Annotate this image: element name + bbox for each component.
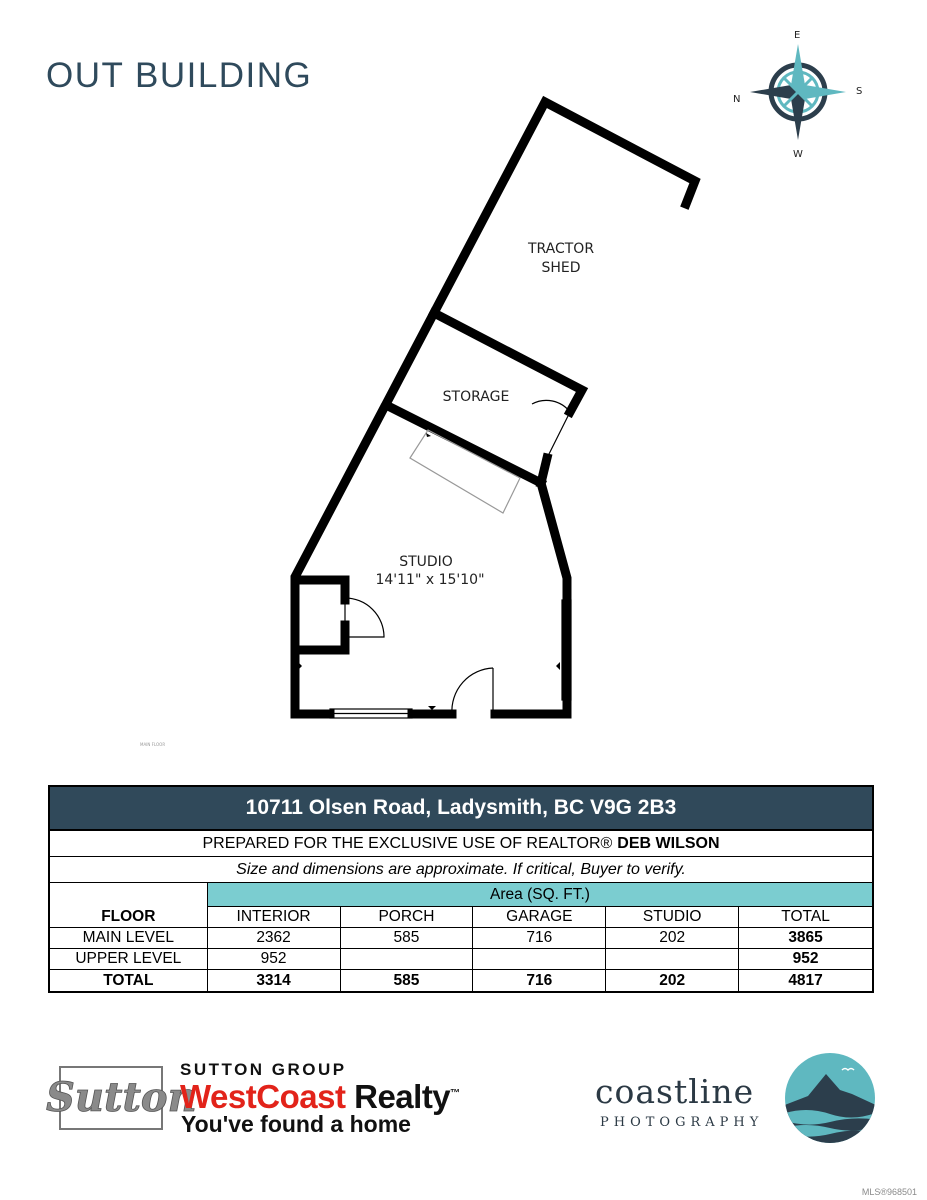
realtor-name: DEB WILSON (617, 834, 720, 852)
table-row (50, 949, 872, 970)
row-floor: UPPER LEVEL (50, 949, 208, 969)
page-title: OUT BUILDING (46, 56, 313, 95)
westcoast-word: WestCoast (180, 1078, 346, 1115)
row-interior: 952 (208, 949, 341, 969)
studio-dimensions: 14'11" x 15'10" (375, 572, 485, 588)
row-studio: 202 (606, 928, 739, 948)
photography-wordmark: PHOTOGRAPHY (600, 1115, 764, 1130)
area-table (48, 785, 874, 993)
walls (295, 102, 695, 714)
area-header: Area (SQ. FT.) (208, 883, 872, 907)
floor-header: FLOOR (50, 907, 208, 927)
windows (330, 600, 571, 718)
row-porch: 585 (341, 928, 474, 948)
compass-e: E (794, 30, 801, 41)
row-garage (473, 949, 606, 969)
row-total: 952 (792, 950, 819, 967)
col-interior: INTERIOR (208, 907, 341, 927)
col-garage: GARAGE (473, 907, 606, 927)
table-address: 10711 Olsen Road, Ladysmith, BC V9G 2B3 (50, 787, 872, 831)
studio-label: STUDIO (399, 554, 453, 570)
storage-label: STORAGE (442, 389, 510, 405)
sutton-logo (44, 1065, 197, 1131)
compass-w: W (793, 149, 803, 160)
row-studio: 202 (606, 970, 739, 991)
row-total: 4817 (788, 971, 823, 989)
row-floor: MAIN LEVEL (50, 928, 208, 948)
col-studio: STUDIO (606, 907, 739, 927)
row-total: 3865 (788, 929, 823, 946)
tractor-shed-label-line1: TRACTOR (527, 241, 595, 257)
col-total: TOTAL (781, 908, 830, 925)
doors (345, 400, 570, 714)
sutton-group-text: SUTTON GROUP (180, 1060, 347, 1079)
row-interior: 2362 (208, 928, 341, 948)
coastline-wordmark: coastline (595, 1072, 755, 1111)
realty-word: Realty (354, 1078, 451, 1115)
row-interior: 3314 (208, 970, 341, 991)
row-studio (606, 949, 739, 969)
trademark: ™ (450, 1088, 460, 1099)
compass-n: N (733, 94, 741, 105)
area-header-row (50, 883, 872, 907)
row-porch: 585 (341, 970, 474, 991)
compass (733, 30, 862, 160)
prepared-prefix: PREPARED FOR THE EXCLUSIVE USE OF REALTOR® (202, 834, 613, 852)
table-row-total (50, 970, 872, 991)
row-garage: 716 (473, 970, 606, 991)
tractor-shed-label-line2: SHED (541, 260, 581, 276)
col-porch: PORCH (341, 907, 474, 927)
column-header-row (50, 907, 872, 928)
coastline-emblem-icon (782, 1050, 878, 1146)
mls-number: MLS®968501 (861, 1187, 917, 1197)
sutton-logo-text: Sutton (46, 1074, 197, 1121)
table-note: Size and dimensions are approximate. If critical, Buyer to verify. (50, 857, 872, 883)
floor-tag: MAIN FLOOR (140, 742, 166, 747)
compass-s: S (856, 86, 863, 97)
row-floor: TOTAL (50, 970, 208, 991)
row-garage: 716 (473, 928, 606, 948)
slogan: You've found a home (181, 1111, 411, 1137)
table-prepared-for (50, 831, 872, 857)
table-row (50, 928, 872, 949)
row-porch (341, 949, 474, 969)
